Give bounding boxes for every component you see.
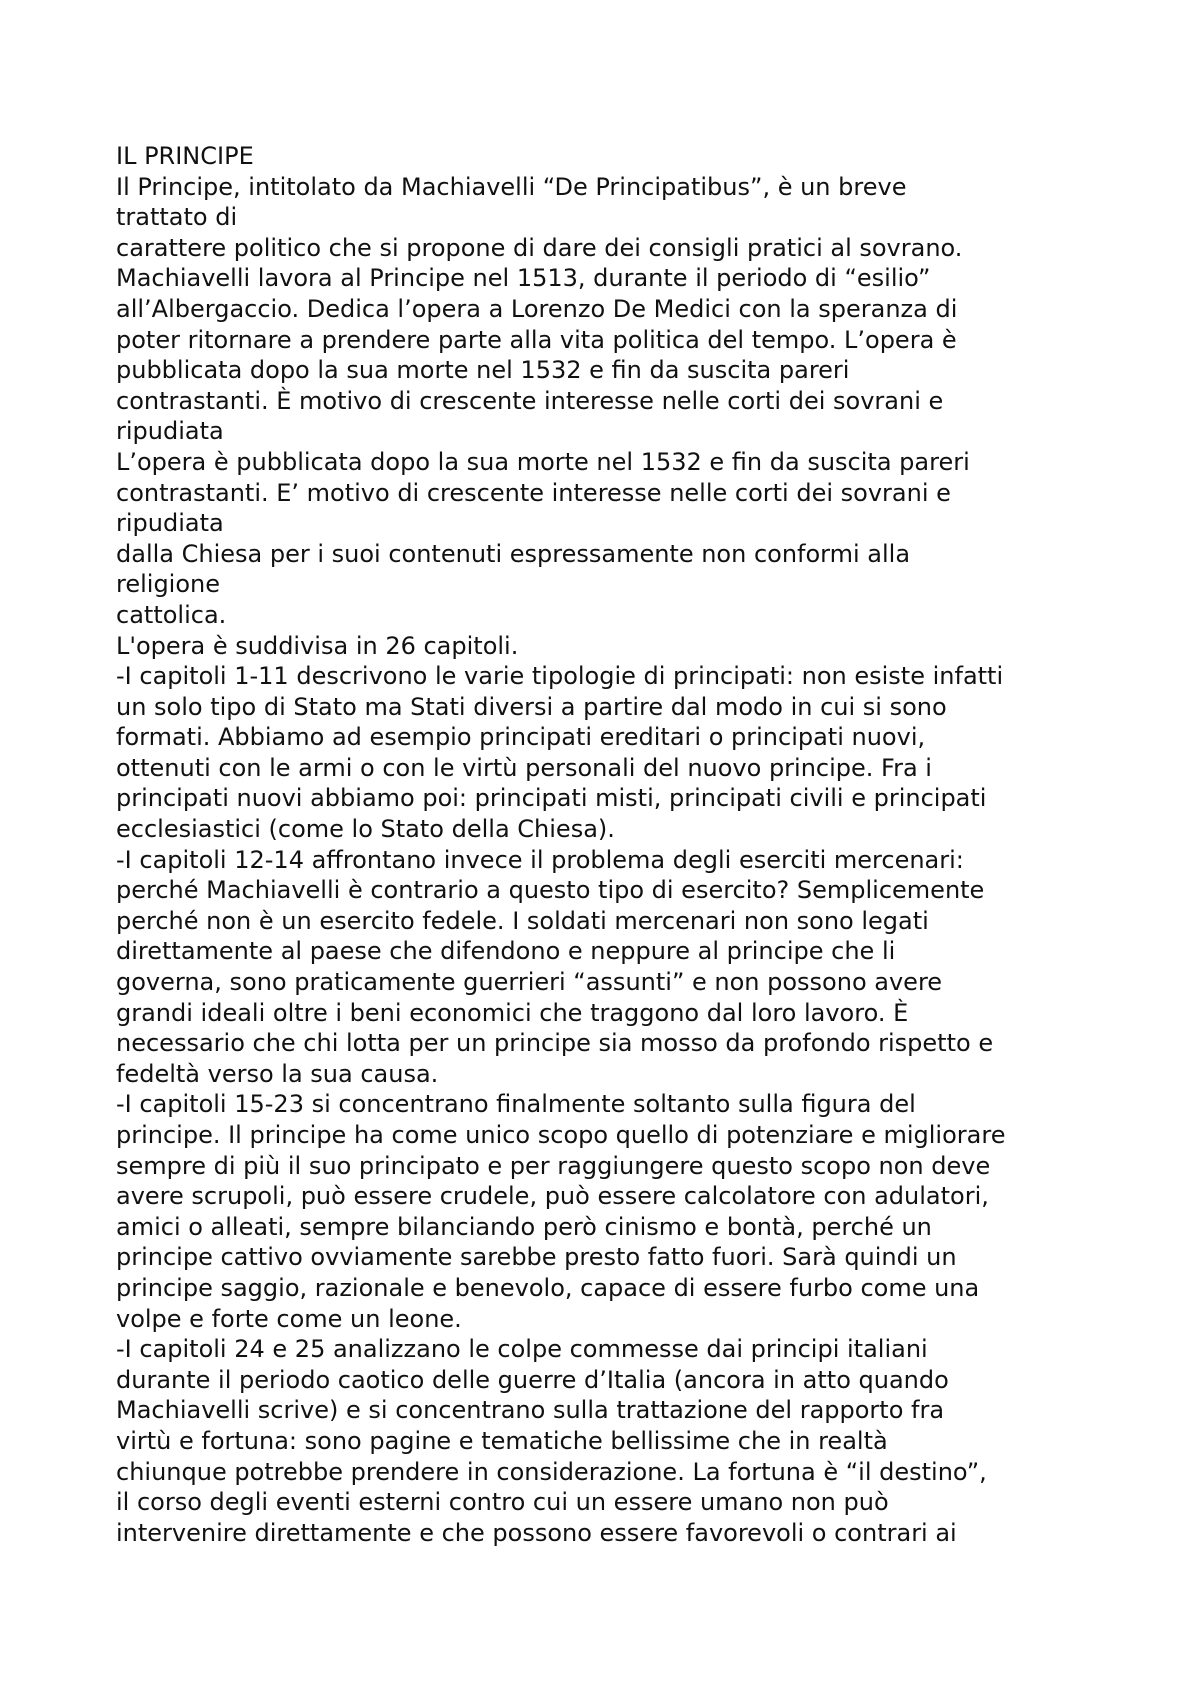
text-line: formati. Abbiamo ad esempio principati ereditari o principati nuovi,	[116, 723, 926, 752]
text-line: durante il periodo caotico delle guerre d’Italia (ancora in atto quando	[116, 1365, 949, 1394]
text-line: L'opera è suddivisa in 26 capitoli.	[116, 631, 519, 660]
text-line: volpe e forte come un leone.	[116, 1304, 462, 1333]
text-line: perché non è un esercito fedele. I soldati mercenari non sono legati	[116, 906, 929, 935]
text-line: trattato di	[116, 203, 238, 232]
text-line: contrastanti. E’ motivo di crescente interesse nelle corti dei sovrani e	[116, 478, 951, 507]
text-line: un solo tipo di Stato ma Stati diversi a partire dal modo in cui si sono	[116, 692, 947, 721]
text-line: cattolica.	[116, 600, 227, 629]
text-line: virtù e fortuna: sono pagine e tematiche bellissime che in realtà	[116, 1426, 888, 1455]
text-line: pubblicata dopo la sua morte nel 1532 e fin da suscita pareri	[116, 356, 850, 385]
text-line: sempre di più il suo principato e per raggiungere questo scopo non deve	[116, 1151, 991, 1180]
text-line: religione	[116, 570, 221, 599]
text-line: intervenire direttamente e che possono essere favorevoli o contrari ai	[116, 1518, 957, 1547]
text-line: Il Principe, intitolato da Machiavelli “De Principatibus”, è un breve	[116, 172, 907, 201]
text-line: Machiavelli scrive) e si concentrano sulla trattazione del rapporto fra	[116, 1396, 945, 1425]
text-line: ripudiata	[116, 417, 224, 446]
text-line: principe saggio, razionale e benevolo, capace di essere furbo come una	[116, 1273, 980, 1302]
text-line: contrastanti. È motivo di crescente interesse nelle corti dei sovrani e	[116, 386, 944, 415]
text-line: Machiavelli lavora al Principe nel 1513, durante il periodo di “esilio”	[116, 264, 931, 293]
text-line: direttamente al paese che difendono e neppure al principe che li	[116, 937, 896, 966]
text-line: chiunque potrebbe prendere in considerazione. La fortuna è “il destino”,	[116, 1457, 987, 1486]
text-line: grandi ideali oltre i beni economici che traggono dal loro lavoro. È	[116, 998, 909, 1027]
text-line: dalla Chiesa per i suoi contenuti espressamente non conformi alla	[116, 539, 911, 568]
text-line: ottenuti con le armi o con le virtù personali del nuovo principe. Fra i	[116, 753, 932, 782]
text-line: ripudiata	[116, 509, 224, 538]
text-line: fedeltà verso la sua causa.	[116, 1059, 439, 1088]
text-line: amici o alleati, sempre bilanciando però cinismo e bontà, perché un	[116, 1212, 932, 1241]
text-line: perché Machiavelli è contrario a questo tipo di esercito? Semplicemente	[116, 876, 985, 905]
text-line: governa, sono praticamente guerrieri “assunti” e non possono avere	[116, 968, 943, 997]
document-title: IL PRINCIPE	[116, 142, 254, 170]
text-line: il corso degli eventi esterni contro cui un essere umano non può	[116, 1488, 889, 1517]
text-line: L’opera è pubblicata dopo la sua morte nel 1532 e fin da suscita pareri	[116, 447, 970, 476]
text-line: principati nuovi abbiamo poi: principati misti, principati civili e principati	[116, 784, 987, 813]
text-line: ecclesiastici (come lo Stato della Chiesa).	[116, 815, 615, 844]
text-line: avere scrupoli, può essere crudele, può essere calcolatore con adulatori,	[116, 1182, 989, 1211]
text-line: carattere politico che si propone di dare dei consigli pratici al sovrano.	[116, 233, 963, 262]
text-line: poter ritornare a prendere parte alla vita politica del tempo. L’opera è	[116, 325, 957, 354]
text-line: -I capitoli 12-14 affrontano invece il problema degli eserciti mercenari:	[116, 845, 964, 874]
text-line: all’Albergaccio. Dedica l’opera a Lorenzo De Medici con la speranza di	[116, 294, 958, 323]
text-line: necessario che chi lotta per un principe sia mosso da profondo rispetto e	[116, 1029, 994, 1058]
document-text	[116, 141, 1126, 1548]
text-line: -I capitoli 15-23 si concentrano finalmente soltanto sulla figura del	[116, 1090, 916, 1119]
text-line: principe cattivo ovviamente sarebbe presto fatto fuori. Sarà quindi un	[116, 1243, 957, 1272]
text-line: -I capitoli 24 e 25 analizzano le colpe commesse dai principi italiani	[116, 1335, 928, 1364]
text-line: principe. Il principe ha come unico scopo quello di potenziare e migliorare	[116, 1121, 1006, 1149]
text-line: -I capitoli 1-11 descrivono le varie tipologie di principati: non esiste infatti	[116, 662, 1004, 691]
